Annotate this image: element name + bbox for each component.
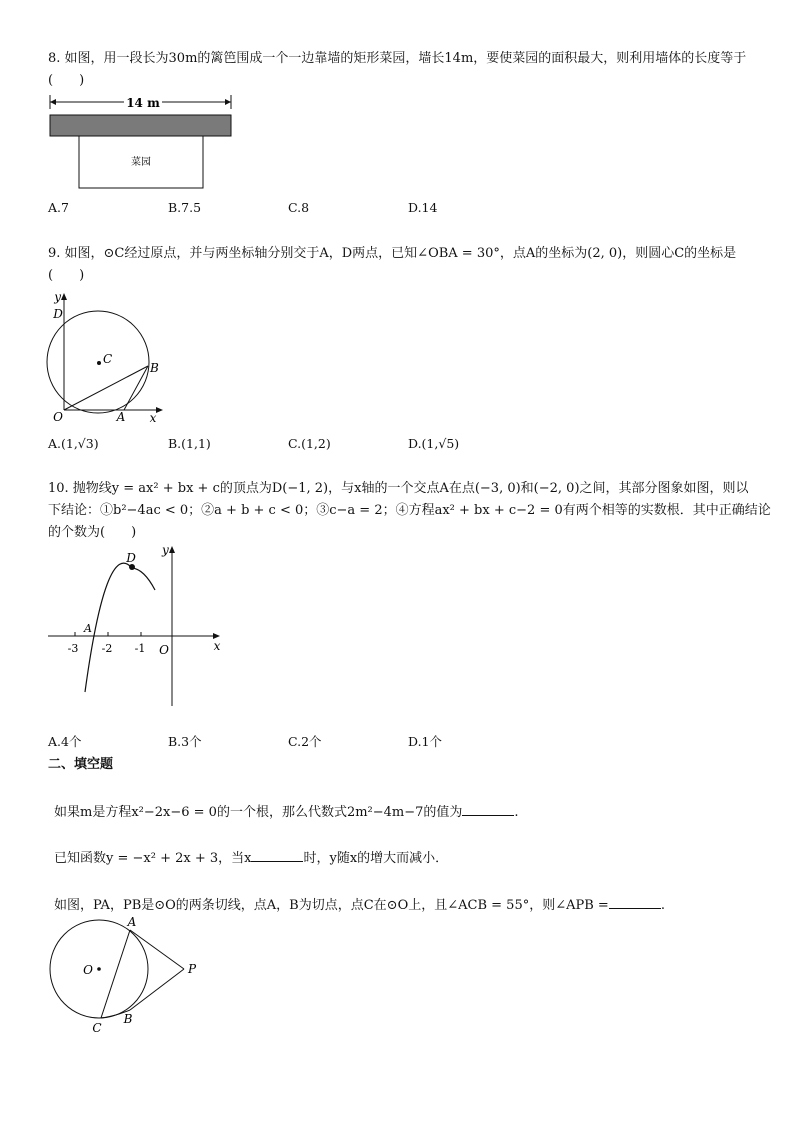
q9-label-y: y — [54, 290, 61, 304]
q9-label-c: C — [103, 352, 113, 366]
q9-label-b: B — [150, 361, 159, 375]
q10-figure — [44, 540, 234, 710]
q9-label-x: x — [149, 411, 157, 425]
q8-figure — [44, 92, 244, 192]
q10-label-o: O — [159, 643, 169, 657]
q10-label-x: x — [213, 639, 221, 653]
answer-blank[interactable] — [609, 896, 661, 909]
q9-label-a: A — [116, 410, 126, 424]
fill-question-2 — [54, 849, 448, 868]
q9-option-a: A.(1,√3) — [48, 436, 99, 451]
fill-question-1-end: . — [514, 805, 519, 820]
q10-tick-label: -3 — [67, 642, 79, 655]
section-title: 二、填空题 — [48, 757, 114, 772]
f3-label-o: O — [83, 963, 93, 977]
q8-option-d: D.14 — [408, 200, 438, 215]
answer-blank[interactable] — [462, 803, 514, 816]
f3-label-b: B — [123, 1012, 133, 1026]
q10-label-d: D — [126, 551, 136, 565]
q8-wall-label: 14 m — [126, 96, 160, 110]
q8-option-c: C.8 — [288, 200, 310, 215]
question-10-line-1: 10. 抛物线y = ax² + bx + c的顶点为D(−1, 2)，与x轴的一个交点A在点(−3, 0)和(−2, 0)之间，其部分图象如图，则以 — [48, 481, 749, 496]
f3-figure — [44, 912, 214, 1040]
question-9-text: 9. 如图，⊙C经过原点，并与两坐标轴分别交于A，D两点，已知∠OBA = 30°，点A的坐标为(2, 0)，则圆心C的坐标是( ) — [48, 246, 737, 283]
q9-label-d: D — [53, 307, 63, 321]
q10-tick-label: -2 — [101, 642, 113, 655]
q10-option-c: C.2个 — [288, 734, 322, 749]
q8-option-a: A.7 — [48, 200, 69, 215]
fill-question-1 — [54, 803, 519, 822]
fill-question-3-end: . — [660, 898, 665, 913]
q9-label-o: O — [53, 410, 63, 424]
f3-label-c: C — [92, 1021, 102, 1035]
q10-tick-label: -1 — [134, 642, 146, 655]
q9-option-b: B.(1,1) — [168, 436, 211, 451]
fill-question-3-text: 如图，PA，PB是⊙O的两条切线，点A，B为切点，点C在⊙O上，且∠ACB = 55°，则∠APB = — [54, 898, 609, 913]
q10-parabola — [85, 563, 155, 692]
q10-label-a: A — [84, 622, 92, 635]
q9-figure — [44, 288, 174, 428]
q8-option-b: B.7.5 — [168, 200, 202, 215]
q10-option-d: D.1个 — [408, 734, 443, 749]
question-10-line-3: 的个数为( ) — [48, 525, 137, 540]
question-8-text: 8. 如图，用一段长为30m的篱笆围成一个一边靠墙的矩形菜园，墙长14m，要使菜园的面积最大，则利用墙体的长度等于( ) — [48, 51, 747, 88]
q9-option-c: C.(1,2) — [288, 436, 331, 451]
q8-wall — [50, 115, 231, 136]
fill-question-2-end: 时，y随x的增大而减小． — [303, 851, 449, 866]
q10-label-y: y — [162, 543, 169, 557]
fill-question-1-text: 如果m是方程x²−2x−6 = 0的一个根，那么代数式2m²−4m−7的值为 — [54, 805, 463, 820]
q10-option-a: A.4个 — [48, 734, 82, 749]
question-10-line-2: 下结论：①b²−4ac < 0；②a + b + c < 0；③c−a = 2；④方程ax² + bx + c−2 = 0有两个相等的实数根．其中正确结论 — [48, 503, 771, 518]
f3-label-p: P — [187, 962, 197, 976]
f3-label-a: A — [127, 915, 137, 929]
fill-question-2-text: 已知函数y = −x² + 2x + 3，当x — [54, 851, 252, 866]
q10-option-b: B.3个 — [168, 734, 202, 749]
answer-blank[interactable] — [251, 849, 303, 862]
q9-option-d: D.(1,√5) — [408, 436, 460, 451]
q8-garden-label: 菜园 — [131, 157, 151, 168]
